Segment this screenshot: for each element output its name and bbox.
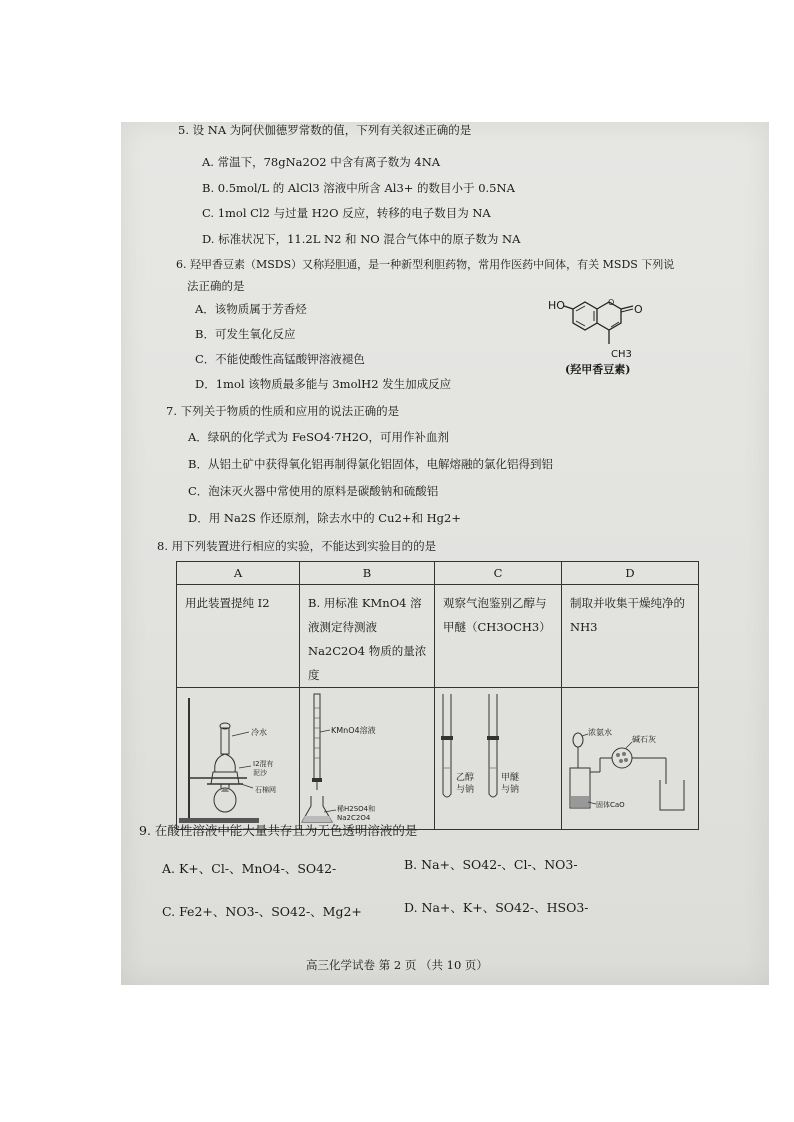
q9-stem: 9. 在酸性溶液中能大量共存且为无色透明溶液的是: [139, 823, 418, 838]
label-cao: 固体CaO: [596, 801, 625, 809]
q7-stem: 7. 下列关于物质的性质和应用的说法正确的是: [166, 404, 400, 418]
coumarin-caption: (羟甲香豆素): [565, 363, 631, 376]
ch3-label: CH3: [611, 349, 632, 360]
q5-option-b: B. 0.5mol/L 的 AlCl3 溶液中所含 Al3+ 的数目小于 0.5NA: [202, 181, 515, 195]
q7-option-b: B．从铝土矿中获得氧化铝再制得氯化铝固体，电解熔融的氯化铝得到铝: [188, 457, 553, 471]
q6-stem-line1: 6. 羟甲香豆素（MSDS）又称羟胆通，是一种新型利胆药物，常用作医药中间体，有关 MSDS 下列说: [176, 258, 675, 271]
apparatus-b-cell: [300, 688, 435, 830]
q7-option-d: D．用 Na2S 作还原剂，除去水中的 Cu2+和 Hg2+: [188, 511, 461, 525]
label-sand: 泥沙: [253, 769, 267, 777]
q7-option-a: A．绿矾的化学式为 FeSO4·7H2O，可用作补血剂: [188, 430, 449, 444]
sublimation-apparatus-diagram: [177, 688, 299, 826]
test-tubes-diagram: [435, 688, 557, 826]
q7-option-c: C．泡沫灭火器中常使用的原料是碳酸钠和硫酸铝: [188, 484, 439, 498]
desc-c: 观察气泡鉴别乙醇与甲醚（CH3OCH3）: [435, 585, 562, 688]
label-iodine: I2混有: [253, 760, 274, 768]
titration-apparatus-diagram: [300, 688, 434, 826]
exam-page-photo: [121, 122, 769, 985]
q6-option-c: C．不能使酸性高锰酸钾溶液褪色: [195, 352, 365, 366]
q5-stem: 5. 设 NA 为阿伏伽德罗常数的值，下列有关叙述正确的是: [178, 123, 472, 137]
q6-option-b: B．可发生氧化反应: [195, 327, 296, 341]
label-ethanol: 乙醇: [456, 773, 475, 783]
col-header-b: B: [300, 562, 435, 585]
label-ether: 甲醚: [501, 773, 520, 783]
q9-option-a: A. K+、Cl-、MnO4-、SO42-: [162, 861, 337, 876]
q9-option-b: B. Na+、SO42-、Cl-、NO3-: [404, 857, 578, 872]
experiment-table: [176, 561, 699, 830]
label-asbestos-net: 石棉网: [255, 786, 276, 794]
label-h2so4: 稀H2SO4和: [337, 805, 376, 813]
desc-d: 制取并收集干燥纯净的 NH3: [562, 585, 699, 688]
col-header-c: C: [435, 562, 562, 585]
label-ammonia-water: 浓氨水: [588, 728, 612, 737]
ho-label: HO: [548, 299, 565, 312]
label-ethanol-sodium: 与钠: [456, 785, 475, 795]
q8-stem: 8. 用下列装置进行相应的实验，不能达到实验目的的是: [157, 539, 437, 553]
desc-b: B. 用标准 KMnO4 溶液测定待测液 Na2C2O4 物质的量浓度: [300, 585, 435, 688]
apparatus-d-cell: [562, 688, 699, 830]
col-header-a: A: [177, 562, 300, 585]
ammonia-apparatus-diagram: [562, 688, 696, 826]
q9-option-c: C. Fe2+、NO3-、SO42-、Mg2+: [162, 904, 362, 919]
label-ether-sodium: 与钠: [501, 785, 520, 795]
label-soda-lime: 碱石灰: [632, 735, 656, 744]
q5-option-c: C. 1mol Cl2 与过量 H2O 反应，转移的电子数目为 NA: [202, 206, 491, 220]
svg-text:O: O: [608, 298, 615, 307]
q9-option-d: D. Na+、K+、SO42-、HSO3-: [404, 900, 589, 915]
q5-option-a: A. 常温下，78gNa2O2 中含有离子数为 4NA: [202, 155, 441, 169]
desc-a: 用此装置提纯 I2: [177, 585, 300, 688]
q6-option-a: A．该物质属于芳香烃: [195, 302, 307, 316]
q5-option-d: D. 标准状况下，11.2L N2 和 NO 混合气体中的原子数为 NA: [202, 232, 521, 246]
q6-stem-line2: 法正确的是: [187, 279, 245, 293]
label-kmno4: KMnO4溶液: [331, 726, 376, 735]
q6-option-d: D．1mol 该物质最多能与 3molH2 发生加成反应: [195, 377, 452, 391]
carbonyl-o-label: O: [634, 303, 643, 316]
label-cold-water: 冷水: [251, 728, 267, 737]
apparatus-c-cell: [435, 688, 562, 830]
page-footer: 高三化学试卷 第 2 页 （共 10 页）: [306, 958, 488, 972]
apparatus-a-cell: [177, 688, 300, 830]
label-na2c2o4: Na2C2O4: [337, 814, 371, 822]
col-header-d: D: [562, 562, 699, 585]
